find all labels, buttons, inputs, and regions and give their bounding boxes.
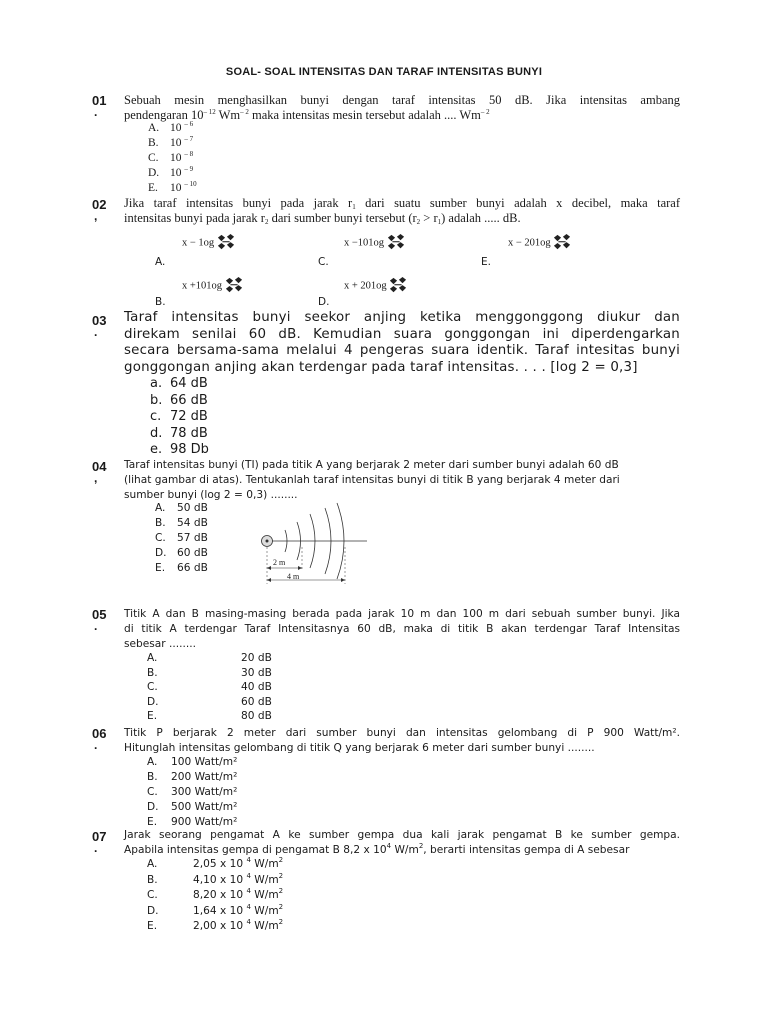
- text-run: ) adalah ..... dB.: [441, 211, 521, 225]
- option-letter: A.: [147, 652, 158, 664]
- unit: W/m: [250, 873, 279, 886]
- option-d-expression: [344, 277, 407, 295]
- question-06-text: [124, 726, 680, 756]
- option-letter: A.: [148, 122, 160, 134]
- superscript: 4: [246, 856, 251, 864]
- question-line: sebesar ........: [124, 638, 196, 650]
- option-letter: C.: [155, 532, 166, 544]
- broken-fraction-icon: [225, 277, 243, 295]
- question-number: 07: [92, 829, 107, 844]
- broken-fraction-icon: [389, 277, 407, 295]
- option-value: 80 dB: [241, 710, 272, 722]
- question-number-02: [92, 198, 106, 221]
- option-letter: C.: [148, 152, 159, 164]
- option-value: 66 dB: [177, 562, 208, 574]
- expression-text: x +101og: [182, 280, 223, 292]
- option-c[interactable]: [147, 786, 237, 798]
- option-d-letter[interactable]: D.: [318, 296, 330, 308]
- superscript: 2: [278, 902, 284, 911]
- option-value: 4,10 x 10: [193, 873, 244, 886]
- option-value: 72 dB: [170, 409, 208, 424]
- option-e[interactable]: [147, 710, 272, 722]
- question-line: sumber bunyi (log 2 = 0,3) ........: [124, 489, 298, 501]
- option-a-expression: [182, 234, 235, 252]
- superscript: – 9: [184, 165, 194, 173]
- option-b[interactable]: [155, 517, 208, 529]
- option-value: 57 dB: [177, 532, 208, 544]
- option-c[interactable]: [148, 152, 193, 164]
- question-07-text: [124, 828, 680, 858]
- option-d[interactable]: [147, 801, 237, 813]
- option-letter: C.: [147, 681, 158, 693]
- option-e-expression: [508, 234, 571, 252]
- question-number-dot: .: [94, 738, 98, 752]
- option-letter: E.: [155, 562, 166, 574]
- question-number-dot: .: [94, 325, 98, 339]
- option-value: 54 dB: [177, 517, 208, 529]
- unit: W/m: [250, 920, 279, 932]
- question-line: [124, 843, 680, 858]
- question-line: di titik A terdengar Taraf Intensitasnya 60 dB, maka di titik B akan terdengar Taraf Intensitas: [124, 623, 680, 635]
- question-line: direkam senilai 60 dB. Kemudian suara gonggongan ini diperdengarkan: [124, 326, 680, 342]
- superscript: – 2: [240, 108, 249, 116]
- option-b[interactable]: [150, 393, 208, 408]
- option-d[interactable]: [148, 167, 193, 179]
- text-run: dari sumber bunyi tersebut (r: [268, 211, 417, 225]
- option-c-letter[interactable]: C.: [318, 256, 329, 268]
- option-letter: E.: [147, 920, 158, 932]
- unit: W/m: [250, 889, 279, 901]
- option-letter: E.: [147, 816, 158, 828]
- superscript: – 12: [203, 108, 216, 116]
- superscript: 4: [246, 918, 251, 926]
- question-line: (lihat gambar di atas). Tentukanlah taraf intensitas bunyi di titik B yang berjarak 4 meter dari: [124, 474, 620, 486]
- unit: W/m: [250, 858, 279, 870]
- option-e[interactable]: [147, 920, 283, 932]
- text-run: intensitas bunyi pada jarak r: [124, 211, 265, 225]
- option-letter: d.: [150, 425, 163, 441]
- superscript: 2: [418, 842, 424, 850]
- label-4m: 4 m: [287, 572, 300, 581]
- superscript: – 2: [480, 108, 490, 116]
- option-e[interactable]: [155, 562, 208, 574]
- option-a[interactable]: [150, 376, 208, 391]
- option-value: 30 dB: [241, 666, 272, 679]
- option-value: 8,20 x 10: [193, 889, 244, 901]
- option-d[interactable]: [150, 426, 208, 441]
- superscript: 4: [246, 887, 251, 895]
- option-a-letter[interactable]: A.: [155, 256, 166, 268]
- question-number-dot: ,: [94, 209, 98, 223]
- option-letter: B.: [147, 873, 158, 886]
- superscript: – 8: [184, 150, 194, 158]
- question-line: [124, 211, 680, 226]
- option-value: 2,05 x 10: [193, 858, 244, 870]
- question-number-07: [92, 830, 106, 853]
- option-value: 2,00 x 10: [193, 920, 244, 932]
- option-value: 10: [170, 137, 182, 149]
- option-a[interactable]: [148, 122, 193, 134]
- text-run: Wm: [215, 108, 241, 122]
- question-line: Hitunglah intensitas gelombang di titik Q yang berjarak 6 meter dari sumber bunyi ........: [124, 742, 595, 754]
- option-letter: D.: [147, 801, 159, 813]
- option-letter: C.: [147, 889, 158, 901]
- option-letter: B.: [147, 771, 158, 783]
- superscript: – 6: [184, 120, 194, 128]
- text-run: Apabila intensitas gempa di pengamat B 8,2 x 10: [124, 844, 387, 856]
- expression-text: x − 201og: [508, 237, 551, 249]
- question-number: 05: [92, 607, 107, 622]
- option-d[interactable]: [147, 902, 284, 917]
- option-c[interactable]: [147, 681, 272, 693]
- expression-text: x −101og: [344, 237, 385, 249]
- option-value: 10: [170, 167, 182, 179]
- option-letter: B.: [155, 517, 166, 529]
- question-line: Titik A dan B masing-masing berada pada jarak 10 m dan 100 m dari sebuah sumber bunyi. Jika: [124, 608, 680, 620]
- question-05-text: [124, 607, 680, 652]
- broken-fraction-icon: [387, 234, 405, 252]
- question-line: secara bersama-sama melalui 4 pengeras suara identik. Taraf intesitas bunyi: [124, 343, 680, 359]
- option-b[interactable]: [148, 137, 193, 149]
- question-number-dot: .: [94, 105, 98, 119]
- text-run: dari suatu sumber bunyi adalah x decibel, maka taraf: [355, 196, 680, 210]
- option-b[interactable]: [147, 771, 237, 783]
- option-letter: A.: [147, 858, 158, 870]
- text-run: pendengaran 10: [124, 108, 204, 122]
- option-d[interactable]: [155, 547, 208, 559]
- superscript: 2: [278, 918, 284, 926]
- option-b[interactable]: [147, 871, 284, 886]
- option-e-letter[interactable]: E.: [481, 256, 491, 268]
- option-e[interactable]: [150, 442, 209, 457]
- text-run: maka intensitas mesin tersebut adalah .... Wm: [248, 108, 481, 122]
- option-value: 10: [170, 152, 182, 164]
- question-02-text: [124, 196, 680, 226]
- question-line: Sebuah mesin menghasilkan bunyi dengan taraf intensitas 50 dB. Jika intensitas ambang: [124, 93, 680, 107]
- option-letter: D.: [155, 547, 167, 559]
- question-number-dot: .: [94, 841, 98, 855]
- option-c[interactable]: [147, 889, 283, 901]
- option-letter: C.: [147, 786, 158, 798]
- option-d[interactable]: [147, 696, 272, 708]
- subscript: 2: [416, 218, 421, 226]
- expression-text: x − 1og: [182, 237, 215, 249]
- option-value: 98 Db: [170, 442, 209, 457]
- question-line: Taraf intensitas bunyi seekor anjing ketika menggonggong diukur dan: [124, 310, 680, 325]
- source-center: [266, 540, 269, 543]
- option-letter: D.: [147, 904, 159, 917]
- question-line: [124, 108, 680, 123]
- option-a[interactable]: [147, 652, 272, 664]
- option-e[interactable]: [148, 182, 197, 194]
- option-letter: D.: [148, 167, 160, 179]
- option-b-expression: [182, 277, 243, 295]
- question-number-dot: ,: [94, 471, 98, 485]
- option-value: 300 Watt/m²: [171, 786, 238, 798]
- sound-wave-figure: [255, 500, 375, 588]
- superscript: 4: [386, 842, 392, 850]
- question-number: 01: [92, 93, 107, 108]
- expression-text: x + 201og: [344, 280, 387, 292]
- option-value: 20 dB: [241, 652, 272, 664]
- question-line: gonggongan anjing akan terdengar pada taraf intensitas. . . . [log 2 = 0,3]: [124, 359, 638, 375]
- question-number-01: [92, 94, 106, 117]
- broken-fraction-icon: [217, 234, 235, 252]
- question-number-dot: .: [94, 619, 98, 633]
- option-value: 50 dB: [177, 502, 208, 514]
- option-c[interactable]: [150, 409, 208, 424]
- broken-fraction-icon: [553, 234, 571, 252]
- option-value: 10: [170, 122, 182, 134]
- superscript: 4: [246, 902, 251, 911]
- superscript: – 7: [184, 135, 194, 143]
- question-line: [124, 196, 680, 211]
- question-number: 03: [92, 313, 107, 328]
- option-letter: c.: [150, 409, 162, 424]
- option-letter: E.: [147, 710, 158, 722]
- option-a[interactable]: [147, 756, 237, 768]
- superscript: 2: [278, 856, 284, 864]
- question-03-text: [124, 310, 680, 376]
- option-value: 1,64 x 10: [193, 904, 244, 917]
- option-letter: A.: [147, 756, 158, 768]
- question-line: Jarak seorang pengamat A ke sumber gempa dua kali jarak pengamat B ke sumber gempa.: [124, 829, 680, 841]
- option-letter: D.: [147, 695, 159, 708]
- superscript: 4: [246, 871, 251, 880]
- option-value: 78 dB: [170, 425, 208, 441]
- subscript: 1: [352, 203, 356, 211]
- option-value: 40 dB: [241, 681, 272, 693]
- option-value: 64 dB: [170, 376, 208, 391]
- question-number-03: [92, 314, 106, 337]
- superscript: – 10: [184, 180, 197, 188]
- option-value: 100 Watt/m²: [171, 756, 238, 768]
- question-number: 02: [92, 197, 107, 212]
- option-value: 500 Watt/m²: [171, 801, 238, 813]
- text-run: , berarti intensitas gempa di A sebesar: [423, 844, 630, 856]
- option-letter: a.: [150, 376, 163, 391]
- text-run: W/m: [391, 844, 419, 856]
- option-letter: b.: [150, 392, 163, 408]
- option-letter: B.: [148, 137, 159, 149]
- text-run: Jika taraf intensitas bunyi pada jarak r: [124, 196, 353, 210]
- question-line: Titik P berjarak 2 meter dari sumber bunyi dan intensitas gelombang di P 900 Watt/m².: [124, 727, 680, 739]
- question-line: Taraf intensitas bunyi (TI) pada titik A yang berjarak 2 meter dari sumber bunyi adalah 60 dB: [124, 459, 619, 471]
- option-value: 60 dB: [241, 695, 272, 708]
- option-c-expression: [344, 234, 405, 252]
- subscript: 1: [437, 218, 442, 226]
- superscript: 2: [278, 887, 284, 895]
- question-number-06: [92, 727, 106, 750]
- option-letter: A.: [155, 502, 166, 514]
- unit: W/m: [250, 904, 279, 917]
- question-number: 04: [92, 459, 107, 474]
- label-2m: 2 m: [273, 558, 286, 567]
- option-c[interactable]: [155, 532, 208, 544]
- option-value: 200 Watt/m²: [171, 771, 238, 783]
- superscript: 2: [278, 871, 284, 880]
- option-e[interactable]: [147, 816, 237, 828]
- option-value: 10: [170, 182, 182, 194]
- question-number: 06: [92, 726, 107, 741]
- question-number-04: [92, 460, 106, 483]
- option-letter: e.: [150, 442, 163, 457]
- option-value: 60 dB: [177, 547, 208, 559]
- question-number-05: [92, 608, 106, 631]
- question-04-text: [124, 458, 680, 503]
- option-value: 66 dB: [170, 392, 208, 408]
- option-b[interactable]: [147, 667, 272, 679]
- option-value: 900 Watt/m²: [171, 816, 238, 828]
- option-letter: B.: [147, 666, 158, 679]
- option-letter: E.: [148, 182, 158, 194]
- page-title: SOAL- SOAL INTENSITAS DAN TARAF INTENSITAS BUNYI: [225, 66, 543, 78]
- subscript: 2: [264, 218, 269, 226]
- option-a[interactable]: [147, 858, 283, 870]
- option-b-letter[interactable]: B.: [155, 296, 166, 308]
- text-run: > r: [420, 211, 438, 225]
- option-a[interactable]: [155, 502, 208, 514]
- question-01-text: [124, 93, 680, 123]
